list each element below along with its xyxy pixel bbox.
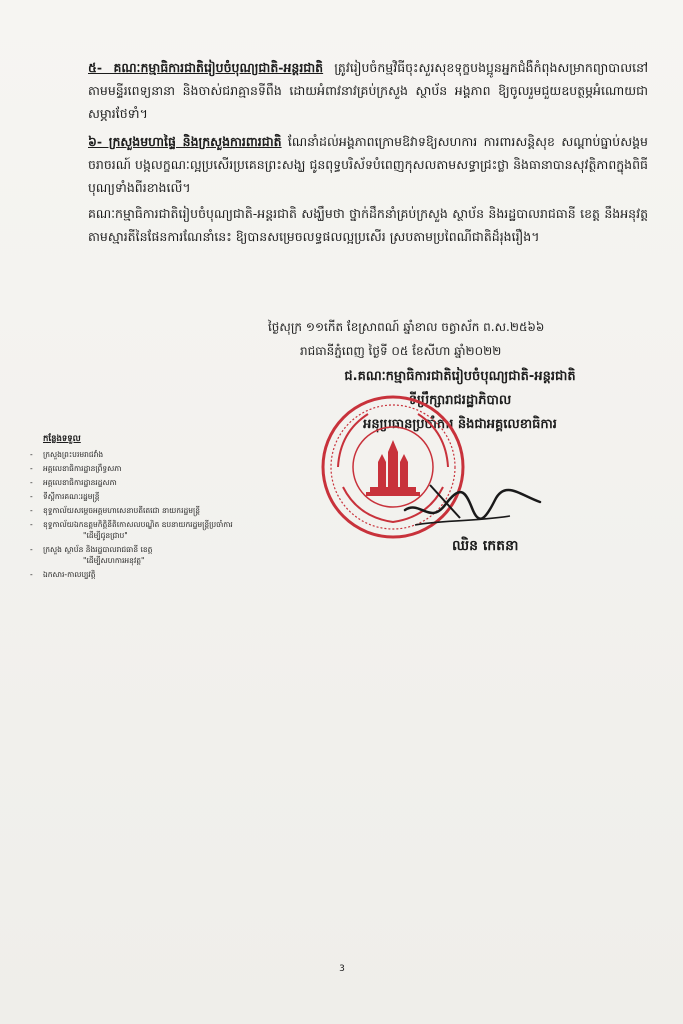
solar-date: រាជធានីភ្នំពេញ ថ្ងៃទី ០៥ ខែសីហា ឆ្នាំ២០២២ — [300, 344, 502, 358]
recipients-heading: កន្លែងទទួល — [43, 434, 81, 444]
page-number: 3 — [339, 964, 345, 974]
closing-paragraph — [88, 202, 648, 248]
list-item: - អគ្គលេខាធិការដ្ឋានព្រឹទ្ធសភា — [25, 463, 325, 474]
lunar-date: ថ្ងៃសុក្រ ១១កើត ខែស្រាពណ៍ ឆ្នាំខាល ចត្វាស័ក ព.ស.២៥៦៦ — [268, 320, 545, 334]
list-item: - ក្រសួងព្រះបរមរាជវាំង — [25, 449, 325, 460]
paragraph-5-text: ត្រូវរៀបចំកម្មវិធីចុះសួរសុខទុក្ខបងប្អូនអ្នកជំងឺកំពុងសម្រាកព្យាបាលនៅតាមមន្ទីរពេទ្យនានា និងចាស់ជរាគ្មានទីពឹង ដោយអំពាវនាវគ្រប់ក្រសួង ស្ថាប័ន អង្គភាព ឱ្យចូលរួមជួយឧបត្ថម្ភអំណោយជាសម្ភារថែទាំ។ — [88, 60, 648, 121]
list-item: - ខុទ្ទកាល័យសម្តេចអគ្គមហាសេនាបតីតេជោ នាយករដ្ឋមន្ត្រី — [25, 505, 325, 516]
recipients-list — [25, 434, 325, 583]
paragraph-6-text: ណែនាំដល់អង្គភាពក្រោមឱវាទឱ្យសហការ ការពារសន្តិសុខ សណ្តាប់ធ្នាប់សង្គម ចរាចរណ៍ បង្កលក្ខណៈល្អប្រសើរប្រគេនព្រះសង្ឃ ជូនពុទ្ធបរិស័ទបំពេញកុសលតាមសទ្ធាជ្រះថ្លា និងធានាបានសុវត្ថិភាពក្នុងពិធីបុណ្យទាំងពីរខាងលើ។ — [88, 134, 648, 195]
list-item: - អគ្គលេខាធិការដ្ឋានរដ្ឋសភា — [25, 477, 325, 488]
list-item: - ទីស្តីការគណៈរដ្ឋមន្ត្រី — [25, 491, 325, 502]
paragraph-6 — [88, 130, 648, 199]
closing-paragraph-text: គណៈកម្មាធិការជាតិរៀបចំបុណ្យជាតិ-អន្តរជាតិ សង្ឃឹមថា ថ្នាក់ដឹកនាំគ្រប់ក្រសួង ស្ថាប័ន និងរដ្ឋបាលរាជធានី ខេត្ត នឹងអនុវត្តតាមស្មារតីនៃផែនការណែនាំនេះ ឱ្យបានសម្រេចលទ្ធផលល្អប្រសើរ ស្របតាមប្រពៃណីជាតិដ៏រុងរឿង។ — [88, 206, 648, 244]
list-item: - ខុទ្ទកាល័យឯកឧត្តមកិត្តិនីតិកោសលបណ្ឌិត ឧបនាយករដ្ឋមន្ត្រីប្រចាំការ "ដើម្បីជូនជ្រាប" — [25, 519, 325, 541]
signer-name: ឈិន កេតនា — [452, 538, 519, 554]
list-item: - ក្រសួង ស្ថាប័ន និងរដ្ឋបាលរាជធានី ខេត្ត "ដើម្បីសហការអនុវត្ត" — [25, 544, 325, 566]
paragraph-6-lead: ៦- ក្រសួងមហាផ្ទៃ និងក្រសួងការពារជាតិ — [88, 134, 282, 149]
signatory-title: អនុប្រធានប្រចាំការ និងជាអគ្គលេខាធិការ — [363, 417, 557, 432]
paragraph-5 — [88, 56, 648, 125]
list-item: - ឯកសារ-កាលប្បវត្តិ — [25, 569, 325, 580]
paragraph-5-lead: ៥- គណៈកម្មាធិការជាតិរៀបចំបុណ្យជាតិ-អន្តរជាតិ — [88, 60, 324, 75]
signatory-office: ទីប្រឹក្សារាជរដ្ឋាភិបាល — [408, 393, 512, 408]
signatory-organization: ជ.គណៈកម្មាធិការជាតិរៀបចំបុណ្យជាតិ-អន្តរជាតិ — [344, 369, 576, 384]
handwritten-signature-icon — [400, 470, 550, 540]
